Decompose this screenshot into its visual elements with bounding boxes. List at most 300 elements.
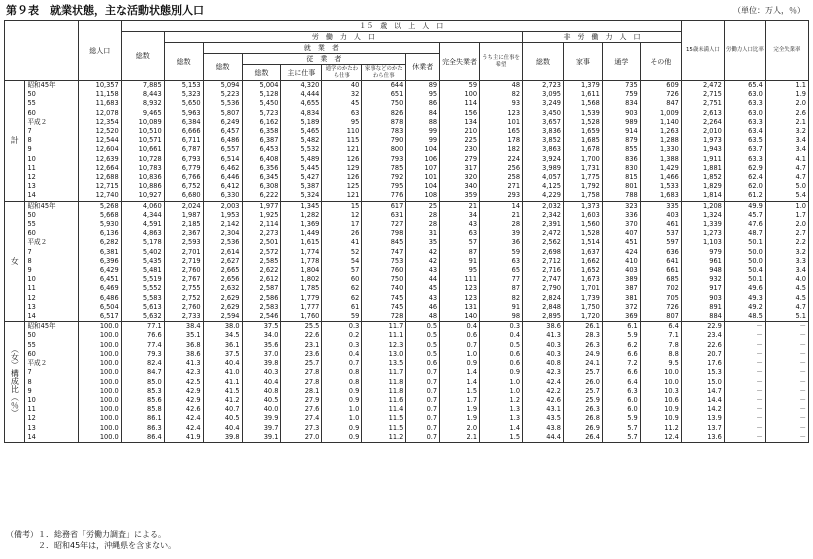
cell-value: 165 [480,127,523,136]
cell-value: 87 [440,248,480,257]
cell-value: 1.5 [440,387,480,396]
cell-value: 0.7 [406,414,440,423]
cell-value: 126 [322,173,362,182]
cell-value: 5,536 [203,99,242,108]
cell-value: 36 [480,238,523,247]
cell-value: 10,510 [121,127,164,136]
cell-value: 26.3 [563,341,602,350]
cell-value: 644 [362,81,406,91]
cell-value: 2,010 [681,127,724,136]
cell-value: 38.6 [164,350,203,359]
cell-value: 5,668 [78,211,121,220]
cell-value: 1.9 [440,405,480,414]
cell-value: 13.7 [681,424,724,433]
cell-value: 5,465 [281,127,322,136]
cell-value: 2.1 [440,433,480,443]
cell-value: 24.1 [563,359,602,368]
cell-value: 410 [602,257,640,266]
cell-value: 1.0 [322,414,362,423]
row-year: 13 [25,424,78,433]
cell-value: 224 [480,155,523,164]
cell-value: 2.2 [765,238,808,247]
cell-value: 35.6 [242,341,281,350]
cell-value: 5.0 [765,182,808,191]
cell-value: 5,552 [121,284,164,293]
cell-value: 795 [362,182,406,191]
cell-value: 49.3 [724,294,765,303]
cell-value: 34.0 [242,331,281,340]
cell-value: 0.9 [322,433,362,443]
table-row [5,118,809,127]
cell-value: 1.0 [440,350,480,359]
cell-value: 783 [362,127,406,136]
cell-value: 34.5 [203,331,242,340]
cell-value: 2,790 [523,284,564,293]
cell-value: 258 [480,173,523,182]
cell-value: 0.5 [406,341,440,350]
cell-value: 735 [602,81,640,91]
cell-value: 41.2 [203,396,242,405]
cell-value: 2,629 [203,294,242,303]
cell-value: 22.6 [681,341,724,350]
cell-value: 641 [640,257,681,266]
cell-value: 91 [440,257,480,266]
cell-value: 845 [362,238,406,247]
cell-value: 1.9 [440,414,480,423]
cell-value: 903 [602,109,640,118]
row-year: 55 [25,99,78,108]
cell-value: 100.0 [78,341,121,350]
cell-value: 62.0 [724,182,765,191]
cell-value: 100.0 [78,414,121,423]
cell-value: 4,655 [281,99,322,108]
cell-value: 2,585 [242,257,281,266]
cell-value: 11.8 [362,387,406,396]
cell-value: 12,544 [78,136,121,145]
cell-value: 2,622 [242,266,281,275]
cell-value: 13.6 [681,433,724,443]
cell-value: 84.7 [121,368,164,377]
cell-value: 5,153 [164,81,203,91]
cell-value: － [765,433,808,443]
table-row [5,81,809,91]
cell-value: 6.0 [602,405,640,414]
cell-value: 42.4 [164,424,203,433]
cell-value: 3.4 [765,145,808,154]
cell-value: 86.3 [121,424,164,433]
cell-value: 759 [602,90,640,99]
cell-value: 15.0 [681,378,724,387]
cell-value: 2.0 [440,424,480,433]
cell-value: 6.2 [602,341,640,350]
header-housework: 家事 [563,43,602,81]
cell-value: 1,779 [281,294,322,303]
cell-value: 37.0 [242,350,281,359]
row-year: 平成２ [25,238,78,247]
header-age15plus: １５ 歳 以 上 人 口 [121,21,681,32]
cell-value: 79.3 [121,350,164,359]
table-row [5,275,809,284]
cell-value: 1,373 [563,201,602,211]
cell-value: 726 [640,90,681,99]
cell-value: 82.4 [121,359,164,368]
cell-value: 27.4 [281,414,322,423]
cell-value: 2,751 [681,99,724,108]
cell-value: 12,688 [78,173,121,182]
cell-value: 424 [602,248,640,257]
cell-value: 12,639 [78,155,121,164]
cell-value: 1,345 [281,201,322,211]
cell-value: － [724,405,765,414]
cell-value: 84 [406,109,440,118]
cell-value: 6,517 [78,312,121,322]
table-row [5,322,809,332]
cell-value: 256 [480,164,523,173]
cell-value: 745 [362,294,406,303]
cell-value: 0.7 [406,424,440,433]
cell-value: 6,330 [203,191,242,201]
cell-value: 63.5 [724,136,765,145]
header-unemp-rate: 完全失業率 [765,21,808,81]
cell-value: 49.2 [724,303,765,312]
cell-value: 12,520 [78,127,121,136]
cell-value: － [765,368,808,377]
row-year: 9 [25,387,78,396]
row-year: 平成２ [25,359,78,368]
cell-value: 63 [322,109,362,118]
cell-value: 5,094 [203,81,242,91]
cell-value: 41.3 [523,331,564,340]
cell-value: 40.4 [203,359,242,368]
cell-value: 28 [480,220,523,229]
cell-value: 1.0 [765,201,808,211]
cell-value: 26 [322,229,362,238]
cell-value: 41.0 [203,368,242,377]
cell-value: 10,927 [121,191,164,201]
cell-value: 5,445 [281,164,322,173]
cell-value: － [724,350,765,359]
cell-value: 834 [602,99,640,108]
cell-value: 1,925 [242,211,281,220]
cell-value: 740 [362,284,406,293]
cell-value: 104 [406,145,440,154]
cell-value: 10,571 [121,136,164,145]
table-row [5,191,809,201]
cell-value: 85.3 [121,387,164,396]
cell-value: 0.7 [440,341,480,350]
cell-value: 82 [480,90,523,99]
cell-value: 65 [480,266,523,275]
cell-value: 27.8 [281,368,322,377]
cell-value: 0.7 [406,405,440,414]
cell-value: 26.1 [563,322,602,332]
cell-value: 6,462 [203,164,242,173]
cell-value: 62 [322,284,362,293]
cell-value: 2,719 [164,257,203,266]
cell-value: 1,750 [563,303,602,312]
table-row [5,387,809,396]
cell-value: 2,613 [681,109,724,118]
cell-value: － [724,424,765,433]
cell-value: 85.6 [121,396,164,405]
cell-value: 42.2 [523,387,564,396]
cell-value: 461 [640,220,681,229]
cell-value: 0.9 [322,396,362,405]
cell-value: － [765,322,808,332]
cell-value: 5.7 [602,424,640,433]
cell-value: 13.5 [362,359,406,368]
cell-value: 1,881 [681,164,724,173]
cell-value: 22.9 [681,322,724,332]
cell-value: 0.4 [480,331,523,340]
cell-value: 1,785 [281,284,322,293]
cell-value: 41.5 [203,387,242,396]
cell-value: 1,528 [563,229,602,238]
header-blank [5,21,79,81]
cell-value: 42.5 [164,378,203,387]
row-year: 60 [25,229,78,238]
group-label-text: 女 [10,256,19,266]
cell-value: 63.7 [724,145,765,154]
row-year: 平成２ [25,118,78,127]
cell-value: 2,755 [164,284,203,293]
cell-value: 1,774 [281,248,322,257]
cell-value: 63.3 [724,99,765,108]
cell-value: 28.3 [563,331,602,340]
cell-value: 50.1 [724,238,765,247]
table-row [5,396,809,405]
cell-value: 12,354 [78,118,121,127]
row-year: 昭和45年 [25,201,78,211]
cell-value: 210 [440,127,480,136]
cell-value: 6,779 [164,164,203,173]
cell-value: 1,637 [563,248,602,257]
table-title: 第９表 就業状態，主な活動状態別人口 [6,4,204,17]
header-employed: 就 業 者 [203,43,440,54]
cell-value: 86.1 [121,414,164,423]
table-row [5,303,809,312]
cell-value: 2.0 [765,220,808,229]
note-line: ２．昭和45年は，沖縄県を含まない。 [6,541,177,550]
cell-value: 407 [602,229,640,238]
cell-value: － [765,331,808,340]
cell-value: 10,357 [78,81,121,91]
cell-value: 903 [681,294,724,303]
cell-value: 23.4 [681,331,724,340]
table-row [5,127,809,136]
cell-value: 0.7 [406,368,440,377]
cell-value: 5.9 [602,331,640,340]
table-row [5,155,809,164]
cell-value: 1,429 [640,164,681,173]
cell-value: 3,249 [523,99,564,108]
cell-value: 798 [362,229,406,238]
cell-value: 1,804 [281,266,322,275]
cell-value: 745 [362,303,406,312]
table-row [5,331,809,340]
cell-value: 111 [440,275,480,284]
row-year: 10 [25,155,78,164]
cell-value: 1,330 [640,145,681,154]
cell-value: 989 [602,118,640,127]
cell-value: 49.9 [724,201,765,211]
cell-value: 1,615 [281,238,322,247]
row-year: 14 [25,433,78,443]
cell-value: 129 [322,164,362,173]
table-row [5,211,809,220]
cell-value: 11.2 [362,433,406,443]
cell-value: 121 [322,145,362,154]
group-label-text: （女）構成比（％） [10,345,20,417]
cell-value: － [765,387,808,396]
cell-value: 48 [480,81,523,91]
table-row [5,433,809,443]
cell-value: 2,562 [523,238,564,247]
cell-value: 46 [406,303,440,312]
cell-value: 42.6 [523,396,564,405]
cell-value: 636 [640,248,681,257]
cell-value: 1,775 [563,173,602,182]
table-row [5,378,809,387]
cell-value: 5,387 [281,182,322,191]
table-row [5,257,809,266]
cell-value: 2,593 [164,238,203,247]
cell-value: － [724,433,765,443]
cell-value: 57 [322,266,362,275]
cell-value: 4.7 [765,303,808,312]
cell-value: 6,457 [203,127,242,136]
group-label [5,81,25,202]
cell-value: 43 [406,294,440,303]
row-year: 12 [25,414,78,423]
table-row [5,136,809,145]
cell-value: 5,402 [121,248,164,257]
cell-value: 6.1 [602,322,640,332]
cell-value: 6,469 [78,284,121,293]
cell-value: 63.3 [724,118,765,127]
cell-value: 1,208 [681,201,724,211]
row-year: 9 [25,266,78,275]
cell-value: 0.9 [480,368,523,377]
cell-value: 2,583 [242,303,281,312]
cell-value: 26.9 [563,424,602,433]
cell-value: 25.9 [563,396,602,405]
table-row [5,294,809,303]
header-working: 従 業 者 [242,54,406,65]
cell-value: 6,787 [164,145,203,154]
table-row [5,414,809,423]
cell-value: 1.0 [322,405,362,414]
cell-value: 39.8 [203,433,242,443]
cell-value: 2,594 [203,312,242,322]
header-under15: 15歳未満人口 [681,21,724,81]
group-label [5,201,25,322]
cell-value: 0.9 [440,359,480,368]
cell-value: 6,412 [203,182,242,191]
cell-value: 11.5 [362,424,406,433]
cell-value: 1,700 [563,155,602,164]
cell-value: 99 [406,127,440,136]
cell-value: 38.6 [523,322,564,332]
cell-value: 1,560 [563,220,602,229]
header-school-side: 通学のかたわら仕事 [322,65,362,81]
cell-value: 13.9 [681,414,724,423]
cell-value: 43.8 [523,424,564,433]
cell-value: 28 [406,220,440,229]
cell-value: 100.0 [78,331,121,340]
cell-value: 609 [640,81,681,91]
cell-value: 40.3 [523,350,564,359]
cell-value: 60 [322,275,362,284]
cell-value: 40.4 [242,378,281,387]
cell-value: － [765,359,808,368]
cell-value: 49.6 [724,284,765,293]
cell-value: 101 [480,118,523,127]
cell-value: 760 [362,266,406,275]
cell-value: 40.8 [242,387,281,396]
cell-value: 9.5 [640,359,681,368]
cell-value: 27.0 [281,433,322,443]
cell-value: 1,758 [563,191,602,201]
cell-value: 1,659 [563,127,602,136]
cell-value: 107 [406,164,440,173]
row-year: 11 [25,405,78,414]
cell-value: 451 [602,238,640,247]
cell-value: 2,114 [242,220,281,229]
cell-value: 35 [406,238,440,247]
cell-value: 1.0 [480,378,523,387]
cell-value: 1,829 [681,182,724,191]
cell-value: 685 [640,275,681,284]
cell-value: 6,282 [78,238,121,247]
cell-value: 726 [640,303,681,312]
cell-value: 3,450 [523,109,564,118]
cell-value: 2,767 [164,275,203,284]
cell-value: 10.3 [640,387,681,396]
cell-value: 5,324 [281,191,322,201]
row-year: 10 [25,396,78,405]
cell-value: － [724,396,765,405]
row-year: 8 [25,257,78,266]
cell-value: 6.3 [602,387,640,396]
cell-value: 5,223 [203,90,242,99]
cell-value: 8,932 [121,99,164,108]
cell-value: 100.0 [78,396,121,405]
notes [6,529,176,551]
cell-value: 279 [440,155,480,164]
cell-value: － [724,368,765,377]
cell-value: 369 [602,312,640,322]
cell-value: 4,344 [121,211,164,220]
cell-value: 100.0 [78,424,121,433]
cell-value: 25.7 [563,368,602,377]
header-total-nl: 総数 [523,43,564,81]
cell-value: 28 [406,211,440,220]
cell-value: 807 [640,312,681,322]
cell-value: 788 [602,191,640,201]
cell-value: － [765,341,808,350]
header-total-15: 総数 [121,32,164,81]
cell-value: 100 [440,90,480,99]
cell-value: 2.1 [765,118,808,127]
unit-label: （単位：万人，％） [733,6,805,15]
cell-value: 6,136 [78,229,121,238]
cell-value: 750 [362,99,406,108]
cell-value: 38.4 [164,322,203,332]
cell-value: 14.7 [681,387,724,396]
cell-value: 39.9 [242,414,281,423]
cell-value: 59 [480,248,523,257]
